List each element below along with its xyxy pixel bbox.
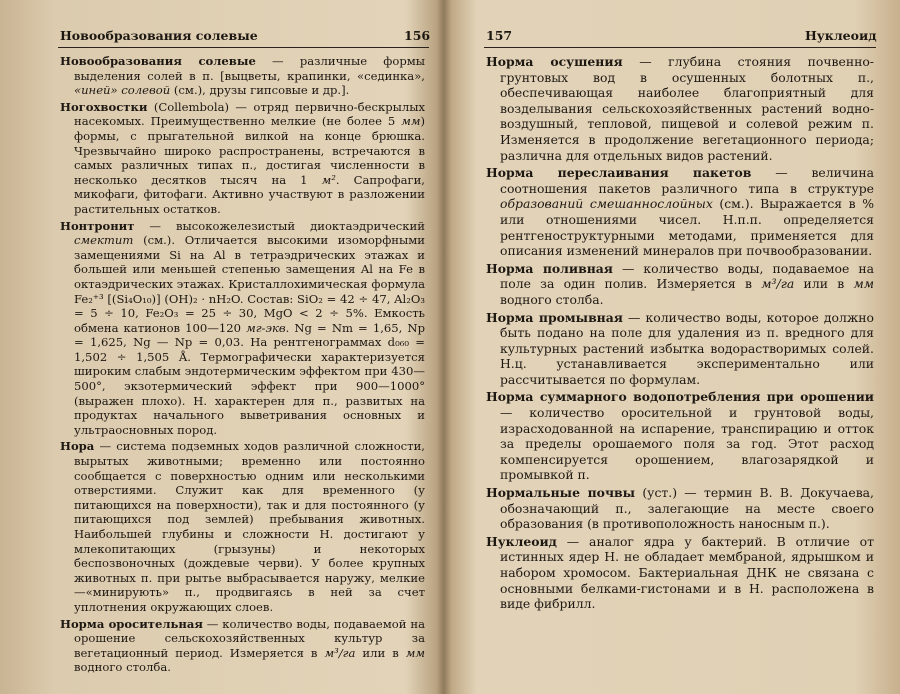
entry-headword: Норма суммарного водопотребления при орошении [486, 389, 874, 405]
entry-text: . Сапрофаги, микофаги, фитофаги. Активно участвуют в разложении растительных остатков. [74, 172, 425, 216]
entry-text: — система подземных ходов различной сложности, вырытых животными; временно или постоянно сообщается с поверхностью одним или несколькими отверстиями. Служит как для временного (у питающихся на поверхности), так и для постоянного (у питающихся под землей) пребывания животных. Наибольшей глубины и сложности Н. достигают у млекопитающих (грызуны) и некоторых беспозвоночных (дождевые черви). У более крупных животных п. при рытье выбрасывается наружу, мелкие —«минирують» п., продвигаясь в ней за счет уплотнения окружающих слоев. [74, 439, 425, 614]
right-page [452, 0, 900, 694]
entry-headword: Ногохвостки [60, 99, 148, 114]
entry-italic-term: «иней» солевой [74, 83, 171, 98]
page-number: 157 [486, 28, 513, 43]
entry-italic-term: м² [321, 172, 336, 187]
entry-text: — аналог ядра у бактерий. В отличие от истинных ядер Н. не обладает мембраной, ядрышком и набором хромосом. Бактериальная ДНК не связана с основными белками-гистонами и в Н. расположена в виде фибрилл. [500, 533, 874, 612]
entry-text: — глубина стояния почвенно-грунтовых вод в осушенных болотных п., обеспечивающая наиболее благоприятный для возделывания сельскохозяйственных растений водно-воздушный, тепловой, пищевой и солевой режим п. Изменяется в продолжение вегетационного периода; различна для отдельных видов растений. [500, 54, 874, 163]
entry-italic-term: смектит [74, 233, 134, 248]
entry-headword: Норма осушения [486, 54, 623, 69]
entry-headword: Нуклеоид [486, 533, 557, 549]
entry-text: или в [794, 276, 854, 292]
dictionary-entry [60, 100, 425, 217]
entry-headword: Нора [60, 439, 95, 454]
entry-text: . Ng = Nm = 1,65, Np = 1,625, Ng — Np = 0,03. На рентгенограммах d₀₆₀ = 1,502 ÷ 1,505 Å. Термографически характеризуется широким слабым эндотермическим эффектом при 430—500°, экзотермический эффект при 900—1000° (выражен плохо). Н. характерен для п., развитых на продуктах начального выветривания основных и ультраосновных пород. [74, 320, 425, 437]
entry-text: — количество воды, которое должно быть подано на поле для удаления из п. вредного для культурных растений избытка водорастворимых солей. Н.ц. устанавливается экспериментально или рассчитывается по формулам. [500, 309, 874, 387]
entry-headword: Нонтронит [60, 218, 135, 233]
entry-text: (см.), друзы гипсовые и др.]. [170, 83, 350, 98]
entry-text: — количество оросительной и грунтовой воды, израсходованной на испарение, транспирацию и отток за пределы орошаемого поля за год. Этот расход компенсируется орошением, влагозарядкой и промывкой п. [500, 405, 874, 483]
dictionary-entry [60, 219, 425, 438]
right-column [486, 54, 874, 614]
entry-headword: Норма поливная [486, 260, 613, 276]
running-head: Новообразования солевые [60, 28, 258, 43]
dictionary-entry [60, 54, 425, 98]
running-head: Нуклеоид [805, 28, 877, 43]
entry-text: (см.). Выражается в % или отношениями чисел. Н.п.п. определяется рентгеноструктурными методами, применяется для описания изменений минералов при почвообразовании. [500, 196, 874, 259]
entry-headword: Нормальные почвы [486, 485, 636, 501]
entry-italic-term: м³/га [761, 276, 795, 292]
entry-italic-term: мм [405, 645, 425, 660]
entry-headword: Новообразования солевые [60, 54, 256, 68]
dictionary-entry [60, 439, 425, 614]
entry-text: ) формы, с прыгательной вилкой на конце брюшка. Чрезвычайно широко распространены, встречаются в самых различных типах п., достигая численности в несколько десятков тысяч на 1 [74, 114, 425, 187]
entry-headword: Норма переслаивания пакетов [486, 165, 752, 181]
entry-headword: Норма оросительная [60, 616, 203, 631]
entry-text: — различные формы выделения солей в п. [выцветы, крапинки, «сединка», [74, 54, 425, 83]
dictionary-entry [60, 617, 425, 675]
dictionary-entry [486, 165, 874, 259]
left-page [0, 0, 445, 694]
dictionary-entry [486, 534, 874, 612]
entry-italic-term: мм [401, 114, 421, 129]
entry-text: — величина соотношения пакетов различного типа в структуре [500, 165, 874, 196]
dictionary-entry [486, 485, 874, 532]
entry-text: — количество воды, подаваемое на поле за один полив. Измеряется в [500, 260, 874, 292]
header-rule [484, 47, 876, 48]
page-number: 156 [404, 28, 431, 43]
entry-headword: Норма промывная [486, 309, 623, 325]
left-column [60, 54, 425, 677]
entry-text: водного столба. [74, 660, 171, 675]
entry-text: — высокожелезистый диоктаэдрический [134, 218, 425, 233]
entry-italic-term: мг-экв [246, 320, 286, 335]
entry-text: — количество воды, подаваемой на орошение сельскохозяйственных культур за вегетационный период. Измеряется в [74, 616, 425, 660]
header-rule [58, 47, 429, 48]
dictionary-entry [486, 54, 874, 163]
entry-italic-term: мм [853, 276, 874, 292]
entry-text: или в [355, 645, 406, 660]
entry-italic-term: м³/га [324, 645, 356, 660]
entry-italic-term: образований смешаннослойных [500, 196, 713, 212]
entry-text: (см.). Отличается высокими изоморфными замещениями Si на Al в тетраэдрических этажах и большей или меньшей степенью замещения Al на Fe в октаэдрических этажах. Кристаллохимическая формула Fe₂⁺³ [(Si₄O₁₀)] (OH)₂ · nH₂O. Состав: SiO₂ = 42 ÷ 47, Al₂O₃ = 5 ÷ 10, Fe₂O₃ = 25 ÷ 30, MgO < 2 ÷ 5%. Емкость обмена катионов 100—120 [74, 233, 425, 335]
entry-text: водного столба. [500, 291, 604, 307]
entry-text: (уст.) — термин В. В. Докучаева, обозначающий п., залегающие на месте своего образования (в противоположность наносным п.). [500, 485, 874, 532]
dictionary-entry [486, 389, 874, 483]
dictionary-entry [486, 261, 874, 308]
entry-text: (Collembola) — отряд первично-бескрылых насекомых. Преимущественно мелкие (не более 5 [74, 99, 425, 129]
dictionary-entry [486, 310, 874, 388]
